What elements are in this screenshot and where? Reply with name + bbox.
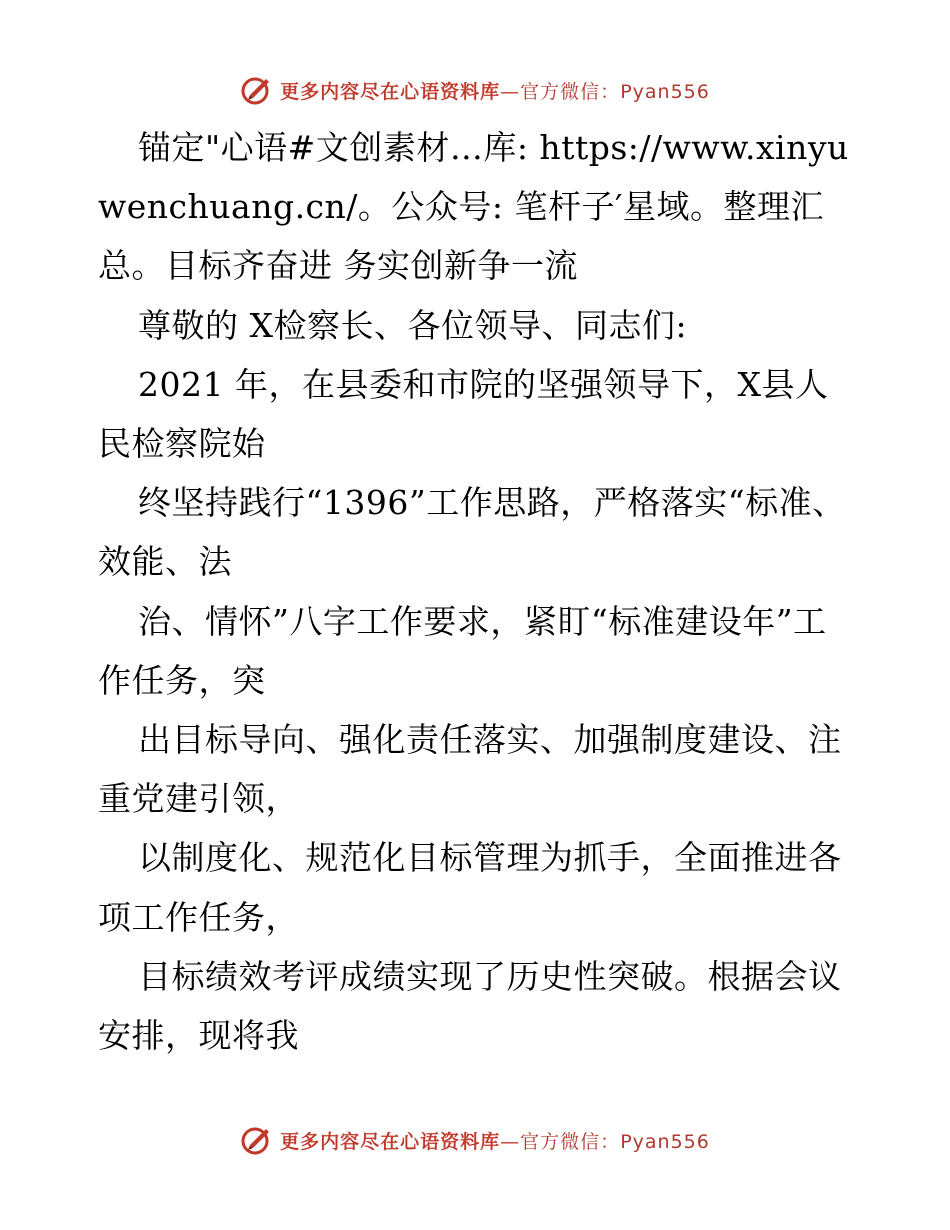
watermark-separator: —	[500, 80, 521, 103]
paragraph-body: 目标绩效考评成绩实现了历史性突破。根据会议安排，现将我	[98, 956, 842, 1056]
paragraph-body: 以制度化、规范化目标管理为抓手，全面推进各项工作任务，	[98, 838, 842, 937]
paragraph-salutation: 尊敬的 X检察长、各位领导、同志们:	[138, 305, 688, 345]
watermark-brand: 更多内容尽在心语资料库	[280, 80, 501, 103]
watermark-separator: —	[500, 1130, 521, 1153]
watermark-text	[280, 1127, 710, 1154]
footer-watermark	[0, 1120, 950, 1160]
pen-circle-logo-icon	[240, 1123, 274, 1157]
header-watermark	[0, 70, 950, 110]
paragraph-body: 治、情怀”八字工作要求，紧盯“标准建设年”工作任务，突	[98, 601, 827, 700]
paragraph-body: 终坚持践行“1396”工作思路，严格落实“标准、效能、法	[98, 483, 846, 582]
watermark-wechat-id: Pyan556	[620, 1130, 710, 1153]
watermark-text	[280, 77, 710, 104]
paragraph-body: 出目标导向、强化责任落实、加强制度建设、注重党建引领，	[98, 720, 842, 819]
pen-circle-logo-icon	[240, 73, 274, 107]
watermark-wechat-label: 官方微信：	[520, 80, 621, 103]
watermark-wechat-label: 官方微信：	[520, 1130, 621, 1153]
watermark-wechat-id: Pyan556	[620, 80, 710, 103]
watermark-brand: 更多内容尽在心语资料库	[280, 1130, 501, 1153]
paragraph-intro: 锚定"心语#文创素材…库: https://www.xinyuwenchuang.cn/。公众号: 笔杆子′星域。整理汇总。目标齐奋进 务实创新争一流	[98, 128, 849, 286]
paragraph-body: 2021 年，在县委和市院的坚强领导下，X县人民检察院始	[98, 364, 829, 464]
document-body	[98, 118, 858, 1065]
